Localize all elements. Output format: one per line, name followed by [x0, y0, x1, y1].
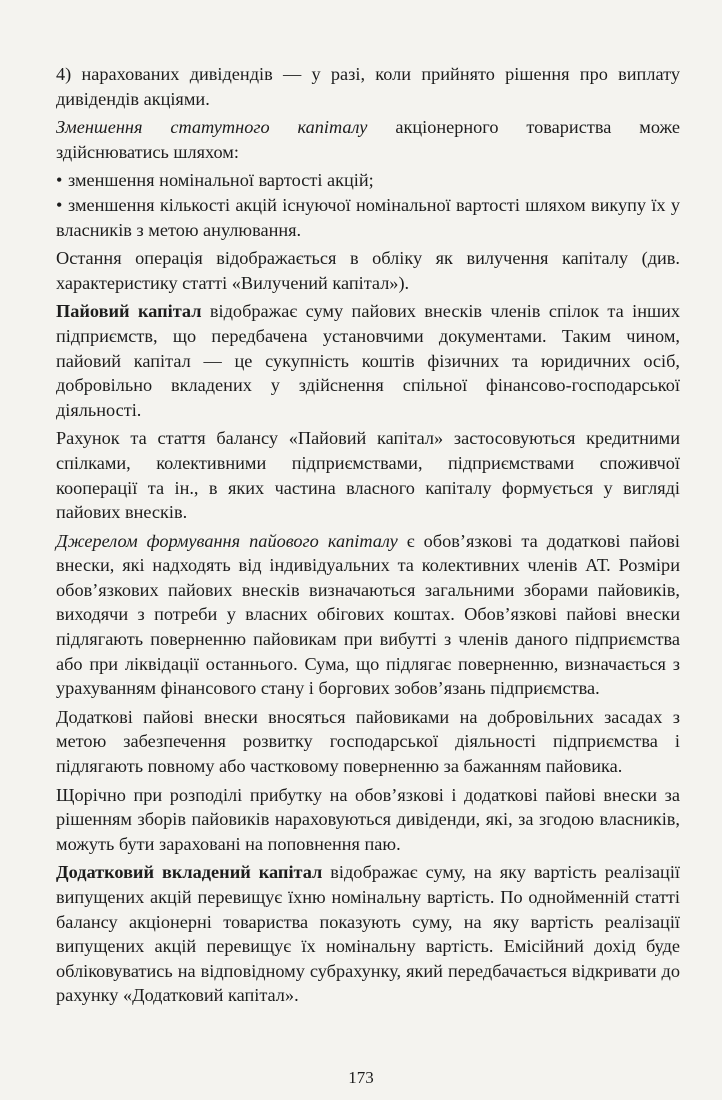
- reduction-methods-list: [56, 168, 680, 242]
- paragraph-text: є обов’язкові та додаткові пайові внески, які надходять від індивідуальних та колективних членів АТ. Розміри обов’язкових пайових внесків визначаються загальними зборами пайовиків, виходячи з потреби у власних обігових коштах. Обов’язкові пайові внески підлягають поверненню пайовикам при вибутті з членів даного підприємства або при ліквідації останнього. Сума, що підлягає поверненню, визначається з урахуванням фінансового стану і боргових зобов’язань підприємства.: [56, 530, 680, 699]
- paragraph-capital-reduction: [56, 115, 680, 164]
- paragraph-source-formation: [56, 529, 680, 701]
- list-item-text: зменшення номінальної вартості акцій;: [68, 170, 374, 191]
- paragraph-text: 4) нарахованих дивідендів — у разі, коли прийнято рішення про виплату дивідендів акціями.: [56, 64, 680, 109]
- paragraph-text: Рахунок та стаття балансу «Пайовий капітал» застосовуються кредитними спілками, колективними підприємствами, підприємствами споживчої кооперації та ін., в яких частина власного капіталу формується у вигляді пайових внесків.: [56, 428, 680, 523]
- paragraph-additional-contributions: [56, 705, 680, 779]
- paragraph-text: відображає суму пайових внесків членів спілок та інших підприємств, що передбачена установчими документами. Таким чином, пайовий капітал — це сукупність коштів фізичних та юридичних осіб, добровільно вкладених у здійснення спільної фінансово-господарської діяльності.: [56, 301, 680, 420]
- paragraph-lead-italic: Зменшення статутного капіталу: [56, 117, 368, 138]
- paragraph-text: відображає суму, на яку вартість реалізації випущених акцій перевищує їхню номінальну вартість. По однойменній статті балансу акціонерні товариства показують суму, на яку вартість реалізації випущених акцій перевищує їх номінальну вартість. Емісійний дохід буде обліковуватись на відповідному субрахунку, який передбачається відкривати до рахунку «Додатковий капітал».: [56, 862, 680, 1006]
- page-body: [56, 62, 680, 1012]
- page-number: 173: [348, 1068, 374, 1087]
- paragraph-share-capital: [56, 299, 680, 422]
- paragraph-text: Щорічно при розподілі прибутку на обов’язкові і додаткові пайові внески за рішенням зборів пайовиків нараховуються дивіденди, які, за згодою власників, можуть бути зараховані на поповнення паю.: [56, 784, 680, 854]
- paragraph-text: акціонерного товариства може здійснюватись шляхом:: [56, 117, 681, 162]
- paragraph-withdrawal: [56, 246, 680, 295]
- list-item-text: зменшення кількості акцій існуючої номінальної вартості шляхом викупу їх у власників з метою анулювання.: [56, 194, 680, 240]
- paragraph-text: Додаткові пайові внески вносяться пайовиками на добровільних засадах з метою забезпечення розвитку господарської діяльності підприємства і підлягають повному або частковому поверненню за бажанням пайовика.: [56, 706, 680, 777]
- paragraph-lead-italic: Джерелом формування пайового капіталу: [56, 530, 398, 551]
- bullet-icon: •: [56, 194, 63, 215]
- paragraph-dividends: [56, 62, 680, 111]
- paragraph-lead-bold: Додатковий вкладений капітал: [56, 862, 323, 883]
- bullet-icon: •: [56, 170, 63, 191]
- paragraph-lead-bold: Пайовий капітал: [56, 301, 202, 322]
- list-item: [56, 193, 680, 242]
- list-item: [56, 168, 680, 193]
- paragraph-annual-distribution: [56, 783, 680, 857]
- paragraph-account-usage: [56, 426, 680, 524]
- paragraph-text: Остання операція відображається в обліку як вилучення капіталу (див. характеристику статті «Вилучений капітал»).: [56, 248, 680, 293]
- paragraph-additional-capital: [56, 860, 680, 1008]
